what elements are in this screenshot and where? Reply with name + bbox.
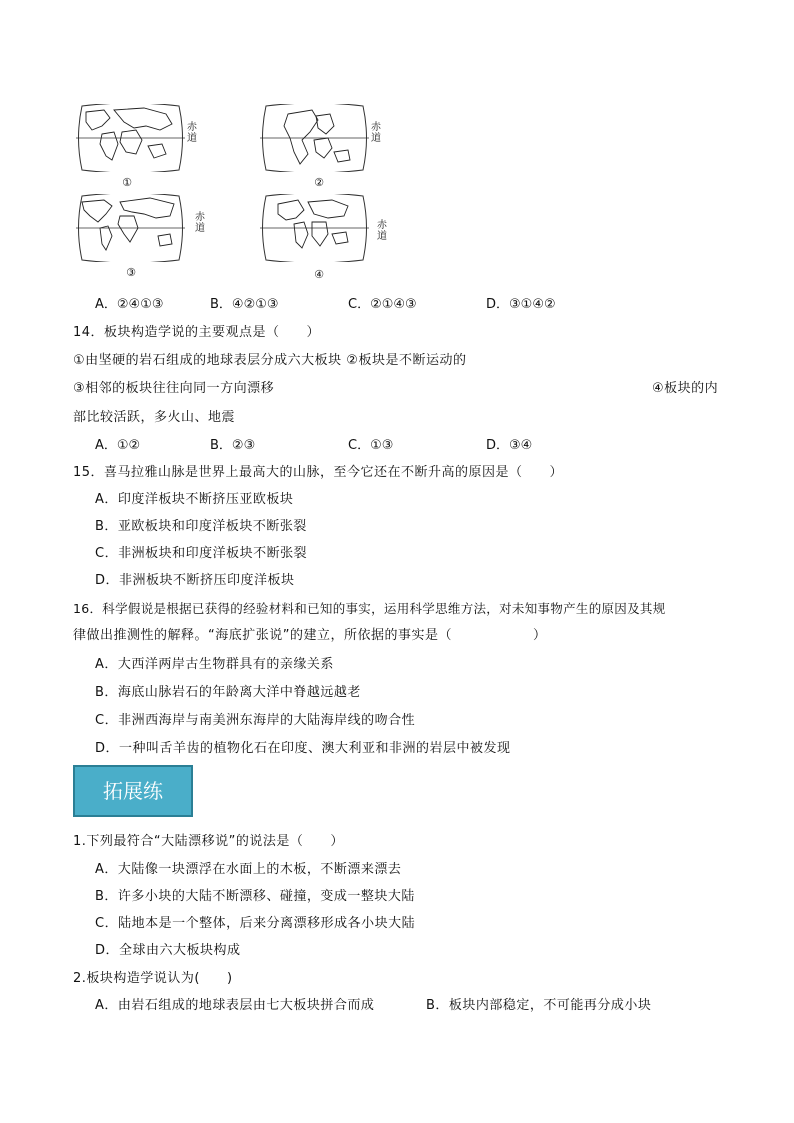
q14-statement-line1: ①由坚硬的岩石组成的地球表层分成六大板块 ②板块是不断运动的: [73, 353, 467, 368]
q16-stem-line1: 16．科学假说是根据已获得的经验材料和已知的事实，运用科学思维方法，对未知事物产生的原因及其规: [73, 601, 666, 616]
ext-q1-option-c[interactable]: C．陆地本是一个整体，后来分离漂移形成各小块大陆: [95, 916, 416, 931]
map-1-drawing: [74, 104, 187, 172]
map-number-2: ②: [314, 176, 324, 189]
equator-label-4: 赤道: [377, 220, 387, 242]
section-title-box: [73, 765, 193, 817]
q16-stem-line2: 律做出推测性的解释。“海底扩张说”的建立，所依据的事实是（ ）: [73, 628, 547, 643]
ext-q2-option-b[interactable]: B．板块内部稳定，不可能再分成小块: [426, 998, 652, 1013]
map-number-1: ①: [122, 176, 132, 189]
q14-statement-line2a: ③相邻的板块往往向同一方向漂移: [73, 381, 275, 396]
map-3: [74, 194, 187, 262]
equator-label-2: 赤道: [371, 122, 381, 144]
equator-label-1: 赤道: [187, 122, 197, 144]
q15-option-a[interactable]: A．印度洋板块不断挤压亚欧板块: [95, 492, 294, 507]
q13-option-a[interactable]: A．②④①③: [95, 297, 164, 312]
q16-option-c[interactable]: C．非洲西海岸与南美洲东海岸的大陆海岸线的吻合性: [95, 713, 416, 728]
q15-option-c[interactable]: C．非洲板块和印度洋板块不断张裂: [95, 546, 308, 561]
q14-option-b[interactable]: B．②③: [210, 438, 256, 453]
ext-q1-option-d[interactable]: D．全球由六大板块构成: [95, 943, 241, 958]
q14-option-c[interactable]: C．①③: [348, 438, 394, 453]
q14-stem: 14．板块构造学说的主要观点是（ ）: [73, 325, 321, 340]
q14-statement-line2b: ④板块的内: [652, 381, 719, 396]
q13-option-c[interactable]: C．②①④③: [348, 297, 417, 312]
ext-q2-stem: 2.板块构造学说认为( ): [73, 971, 233, 986]
q13-option-d[interactable]: D．③①④②: [486, 297, 556, 312]
q15-option-d[interactable]: D．非洲板块不断挤压印度洋板块: [95, 573, 295, 588]
map-number-4: ④: [314, 268, 324, 281]
q16-option-b[interactable]: B．海底山脉岩石的年龄离大洋中脊越远越老: [95, 685, 361, 700]
map-4: [258, 194, 371, 262]
map-2: [258, 104, 371, 172]
q13-option-b[interactable]: B．④②①③: [210, 297, 279, 312]
map-2-drawing: [258, 104, 371, 172]
equator-label-3: 赤道: [195, 212, 205, 234]
q16-option-d[interactable]: D．一种叫舌羊齿的植物化石在印度、澳大利亚和非洲的岩层中被发现: [95, 741, 511, 756]
ext-q1-option-a[interactable]: A．大陆像一块漂浮在水面上的木板，不断漂来漂去: [95, 862, 402, 877]
section-title: 拓展练: [103, 779, 163, 803]
map-1: [74, 104, 187, 172]
q14-option-a[interactable]: A．①②: [95, 438, 141, 453]
q15-option-b[interactable]: B．亚欧板块和印度洋板块不断张裂: [95, 519, 307, 534]
ext-q1-option-b[interactable]: B．许多小块的大陆不断漂移、碰撞，变成一整块大陆: [95, 889, 415, 904]
ext-q1-stem: 1.下列最符合“大陆漂移说”的说法是（ ）: [73, 834, 344, 849]
q16-option-a[interactable]: A．大西洋两岸古生物群具有的亲缘关系: [95, 657, 334, 672]
map-number-3: ③: [126, 266, 136, 279]
q15-stem: 15．喜马拉雅山脉是世界上最高大的山脉，至今它还在不断升高的原因是（ ）: [73, 465, 564, 480]
ext-q2-option-a[interactable]: A．由岩石组成的地球表层由七大板块拼合而成: [95, 998, 375, 1013]
map-4-drawing: [258, 194, 371, 262]
q14-option-d[interactable]: D．③④: [486, 438, 533, 453]
q14-statement-line3: 部比较活跃，多火山、地震: [73, 410, 236, 425]
map-3-drawing: [74, 194, 187, 262]
